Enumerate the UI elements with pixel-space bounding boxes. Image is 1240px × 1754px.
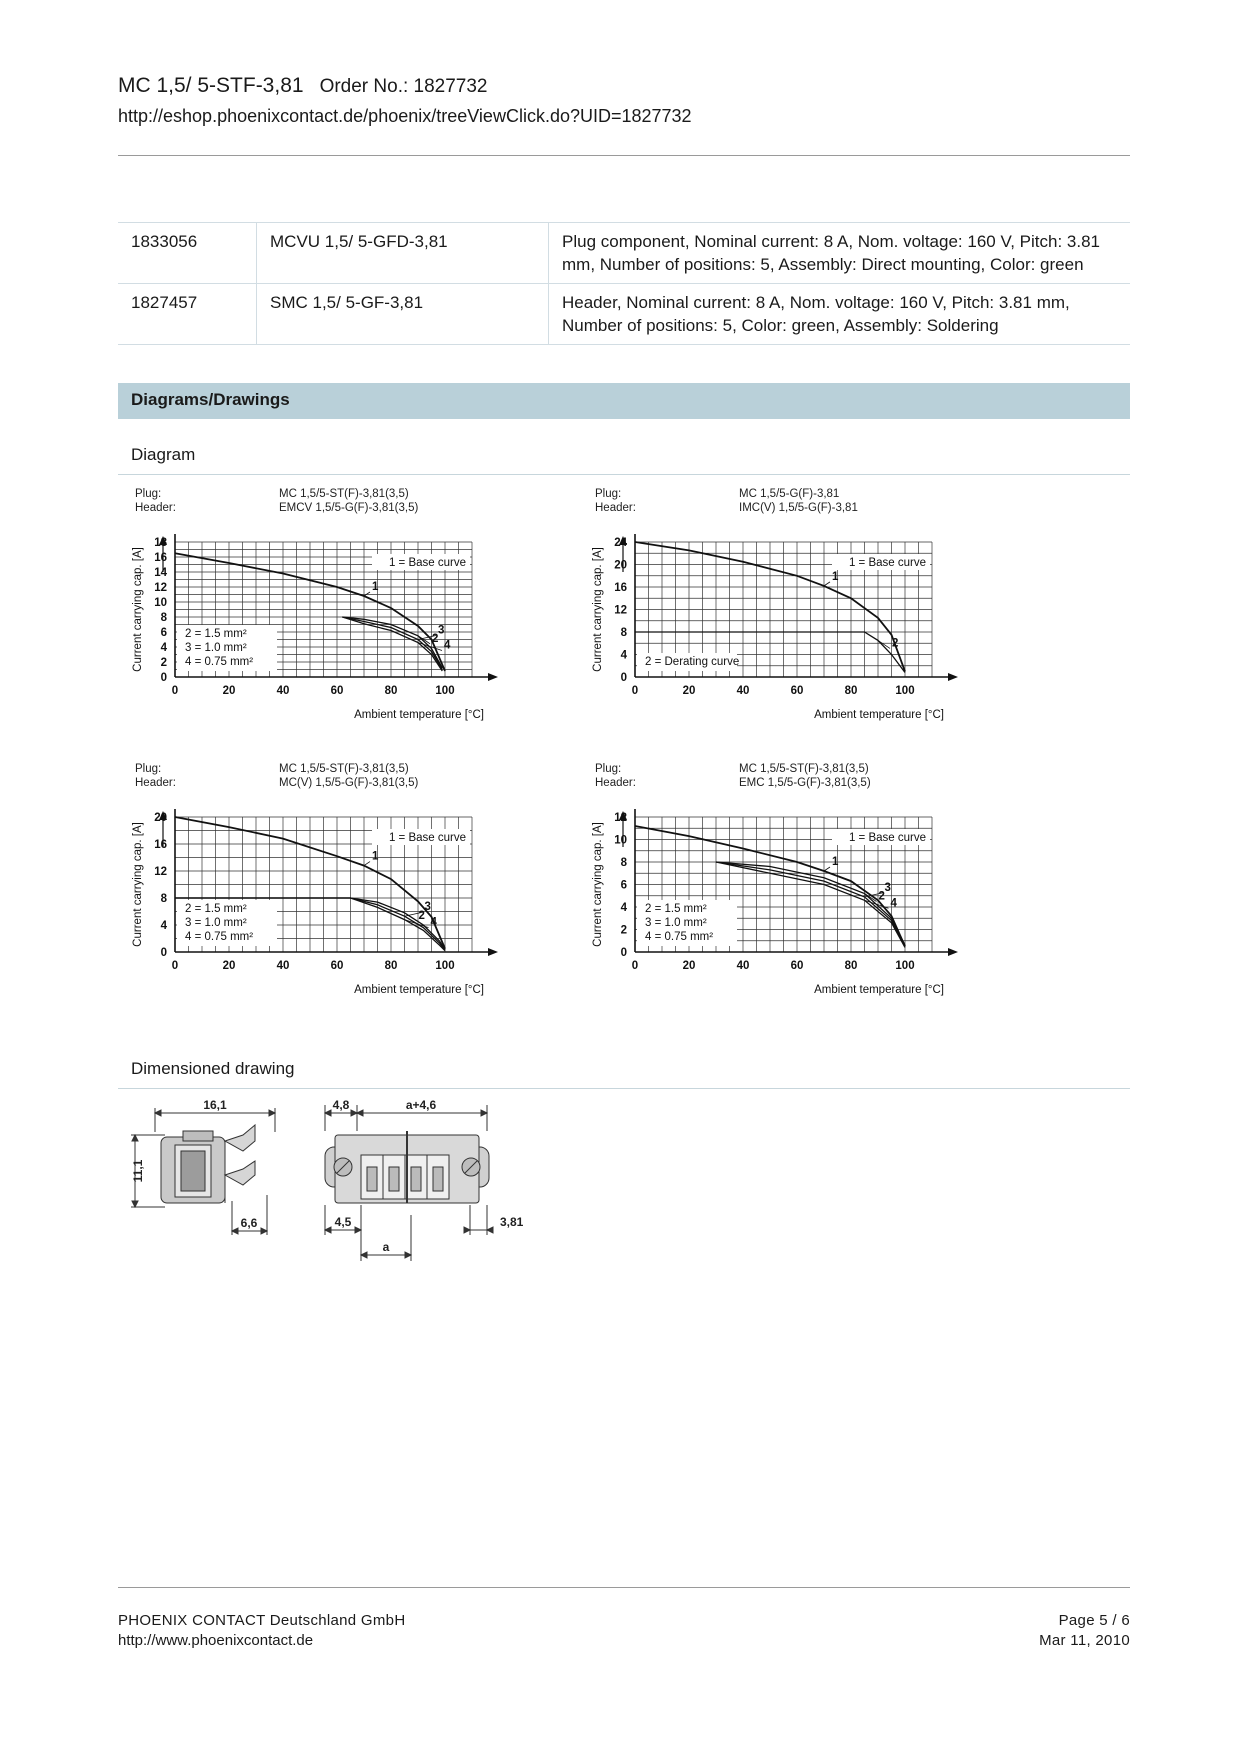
y-tick-label: 12 <box>154 866 167 878</box>
x-tick-label: 40 <box>276 960 290 972</box>
legend-entry: 4 = 0.75 mm² <box>185 931 254 943</box>
series-label: 2 <box>432 632 439 645</box>
legend-entry: 2 = 1.5 mm² <box>185 628 247 640</box>
x-axis-arrow <box>488 948 498 956</box>
x-tick-label: 0 <box>171 685 179 697</box>
footer-url[interactable]: http://www.phoenixcontact.de <box>118 1632 314 1649</box>
y-axis-label: Current carrying cap. [A] <box>592 547 604 672</box>
y-tick-label: 6 <box>620 879 627 892</box>
footer-date: Mar 11, 2010 <box>1039 1632 1130 1649</box>
legend-entry: 3 = 1.0 mm² <box>185 917 247 929</box>
y-tick-label: 2 <box>160 657 167 669</box>
series-label: 3 <box>424 901 431 914</box>
x-axis-arrow <box>488 673 498 681</box>
x-tick-label: 100 <box>895 960 915 972</box>
plug-name: MC 1,5/5-ST(F)-3,81(3,5) <box>279 763 409 775</box>
y-tick-label: 16 <box>154 552 167 564</box>
dim-side-height: 11,1 <box>131 1159 145 1183</box>
y-tick-label: 8 <box>620 857 627 869</box>
x-axis-arrow <box>948 948 958 956</box>
front-view <box>325 1105 493 1261</box>
x-tick-label: 80 <box>384 685 398 697</box>
item-name: MCVU 1,5/ 5-GFD-3,81 <box>257 223 549 284</box>
legend-entry: 3 = 1.0 mm² <box>645 917 707 929</box>
y-tick-label: 10 <box>614 834 627 847</box>
plug-name: MC 1,5/5-G(F)-3,81 <box>739 488 840 500</box>
chart-legend <box>637 653 739 671</box>
y-tick-label: 0 <box>620 947 627 959</box>
x-tick-label: 60 <box>330 685 344 697</box>
legend-entry: 2 = 1.5 mm² <box>645 903 707 915</box>
diagram-heading: Diagram <box>131 445 196 464</box>
y-tick-label: 6 <box>160 627 167 639</box>
x-tick-label: 60 <box>330 960 344 972</box>
y-tick-label: 8 <box>620 627 627 639</box>
y-tick-label: 20 <box>154 812 167 824</box>
y-tick-label: 8 <box>160 893 167 905</box>
y-tick-label: 4 <box>160 642 167 654</box>
y-tick-label: 0 <box>620 672 627 684</box>
plug-label: Plug: <box>595 763 622 775</box>
x-tick-label: 80 <box>844 685 858 697</box>
header-label: Header: <box>135 777 176 789</box>
y-tick-label: 16 <box>154 839 167 851</box>
x-axis-arrow <box>948 673 958 681</box>
x-tick-label: 0 <box>631 685 639 697</box>
y-axis-label: Current carrying cap. [A] <box>132 822 144 947</box>
x-tick-label: 40 <box>736 960 750 972</box>
x-tick-label: 60 <box>790 960 804 972</box>
series-label: 2 <box>418 909 425 922</box>
footer-divider <box>118 1587 1130 1588</box>
legend-entry: 2 = Derating curve <box>645 656 740 668</box>
x-axis-label: Ambient temperature [°C] <box>814 709 944 721</box>
y-tick-label: 10 <box>154 597 167 609</box>
diagram-heading-rule <box>118 474 1130 475</box>
order-number: Order No.: 1827732 <box>319 76 488 97</box>
y-tick-label: 12 <box>614 812 627 824</box>
y-tick-label: 4 <box>160 920 167 932</box>
header-divider <box>118 155 1130 156</box>
plug-label: Plug: <box>135 488 162 500</box>
x-tick-label: 20 <box>222 685 236 697</box>
series-label: 1 <box>372 581 379 593</box>
series-label: 4 <box>430 916 437 929</box>
table-row <box>118 223 1130 284</box>
series-label: 4 <box>890 897 897 910</box>
y-tick-label: 8 <box>160 612 167 624</box>
y-tick-label: 4 <box>620 902 627 914</box>
base-curve-note <box>372 554 470 570</box>
x-axis-label: Ambient temperature [°C] <box>354 709 484 721</box>
series-label: 4 <box>444 639 451 652</box>
note-text: 1 = Base curve <box>388 557 466 569</box>
x-axis-label: Ambient temperature [°C] <box>814 984 944 996</box>
x-tick-label: 40 <box>736 685 750 697</box>
dim-front-bottom-left: 4,5 <box>334 1215 352 1229</box>
x-tick-label: 100 <box>435 685 455 697</box>
series-label: 1 <box>372 850 379 863</box>
plug-label: Plug: <box>595 488 622 500</box>
item-name: SMC 1,5/ 5-GF-3,81 <box>257 284 549 345</box>
chart-legend <box>177 900 277 946</box>
header-name: EMC 1,5/5-G(F)-3,81(3,5) <box>739 777 871 789</box>
chart-4 <box>587 759 1027 1024</box>
header-label: Header: <box>135 502 176 514</box>
y-tick-label: 12 <box>614 604 627 617</box>
header-label: Header: <box>595 777 636 789</box>
accessories-table <box>118 222 1130 345</box>
product-name: MC 1,5/ 5-STF-3,81 <box>118 74 304 97</box>
footer-page-number: Page 5 / 6 <box>1058 1612 1130 1629</box>
x-tick-label: 40 <box>276 685 290 697</box>
series-label: 2 <box>878 890 885 903</box>
y-tick-label: 12 <box>154 582 167 594</box>
y-axis-label: Current carrying cap. [A] <box>132 547 144 672</box>
series-leader <box>364 592 370 596</box>
series-leader <box>824 582 830 586</box>
x-axis-label: Ambient temperature [°C] <box>354 984 484 996</box>
series-leader <box>824 867 830 871</box>
chart-3 <box>127 759 567 1024</box>
plug-label: Plug: <box>135 763 162 775</box>
series-label: 3 <box>438 624 445 637</box>
chart-1 <box>127 484 567 749</box>
base-curve-note <box>832 829 930 845</box>
chart-legend <box>177 625 277 671</box>
series-label: 2 <box>892 637 899 650</box>
x-tick-label: 60 <box>790 685 804 697</box>
item-description: Plug component, Nominal current: 8 A, Nom. voltage: 160 V, Pitch: 3.81 mm, Number of positions: 5, Assembly: Direct mounting, Color: green <box>549 223 1131 284</box>
series-label: 1 <box>832 856 839 868</box>
legend-entry: 2 = 1.5 mm² <box>185 903 247 915</box>
note-text: 1 = Base curve <box>848 557 926 569</box>
y-tick-label: 20 <box>614 559 627 572</box>
x-tick-label: 100 <box>895 685 915 697</box>
table-row <box>118 284 1130 345</box>
item-code: 1833056 <box>118 223 257 284</box>
item-code: 1827457 <box>118 284 257 345</box>
base-curve-note <box>372 829 470 845</box>
footer-company: PHOENIX CONTACT Deutschland GmbH <box>118 1612 406 1629</box>
note-text: 1 = Base curve <box>388 832 466 844</box>
header-name: MC(V) 1,5/5-G(F)-3,81(3,5) <box>279 777 419 789</box>
x-tick-label: 100 <box>435 960 455 972</box>
y-tick-label: 2 <box>620 924 627 937</box>
y-tick-label: 16 <box>614 582 627 594</box>
item-description: Header, Nominal current: 8 A, Nom. voltage: 160 V, Pitch: 3.81 mm, Number of positions: 5, Color: green, Assembly: Soldering <box>549 284 1131 345</box>
x-tick-label: 80 <box>844 960 858 972</box>
dim-side-bottom: 6,6 <box>240 1216 258 1230</box>
dim-front-a: a <box>382 1240 390 1254</box>
header-name: EMCV 1,5/5-G(F)-3,81(3,5) <box>279 502 419 514</box>
legend-entry: 4 = 0.75 mm² <box>645 931 714 943</box>
y-tick-label: 24 <box>614 537 627 549</box>
series-label: 3 <box>884 881 891 894</box>
series-leader <box>364 862 370 866</box>
y-tick-label: 18 <box>154 537 167 549</box>
x-tick-label: 20 <box>682 685 696 697</box>
drawing-heading-rule <box>118 1088 1130 1089</box>
y-tick-label: 0 <box>160 947 167 959</box>
header-label: Header: <box>595 502 636 514</box>
x-tick-label: 20 <box>222 960 236 972</box>
base-curve-note <box>832 554 930 570</box>
drawing-heading: Dimensioned drawing <box>131 1059 295 1078</box>
product-title <box>118 74 488 98</box>
y-tick-label: 14 <box>154 567 167 579</box>
plug-name: MC 1,5/5-ST(F)-3,81(3,5) <box>279 488 409 500</box>
x-tick-label: 20 <box>682 960 696 972</box>
x-tick-label: 0 <box>171 960 179 972</box>
series-label: 1 <box>832 570 839 583</box>
y-tick-label: 0 <box>160 672 167 684</box>
dim-front-bottom-right: 3,81 <box>500 1215 524 1229</box>
note-text: 1 = Base curve <box>848 832 926 844</box>
dimensioned-drawing <box>125 1095 555 1270</box>
chart-2 <box>587 484 1027 749</box>
y-axis-label: Current carrying cap. [A] <box>592 822 604 947</box>
dim-front-top: a+4,6 <box>405 1098 437 1112</box>
section-title: Diagrams/Drawings <box>131 390 290 409</box>
dim-side-width: 16,1 <box>203 1098 227 1112</box>
chart-legend <box>637 900 737 946</box>
x-tick-label: 0 <box>631 960 639 972</box>
plug-name: MC 1,5/5-ST(F)-3,81(3,5) <box>739 763 869 775</box>
header-name: IMC(V) 1,5/5-G(F)-3,81 <box>739 502 858 514</box>
legend-entry: 4 = 0.75 mm² <box>185 656 254 668</box>
x-tick-label: 80 <box>384 960 398 972</box>
y-tick-label: 4 <box>620 649 627 662</box>
product-url[interactable]: http://eshop.phoenixcontact.de/phoenix/treeViewClick.do?UID=1827732 <box>118 106 692 126</box>
dim-front-left: 4,8 <box>332 1098 350 1112</box>
legend-entry: 3 = 1.0 mm² <box>185 642 247 654</box>
